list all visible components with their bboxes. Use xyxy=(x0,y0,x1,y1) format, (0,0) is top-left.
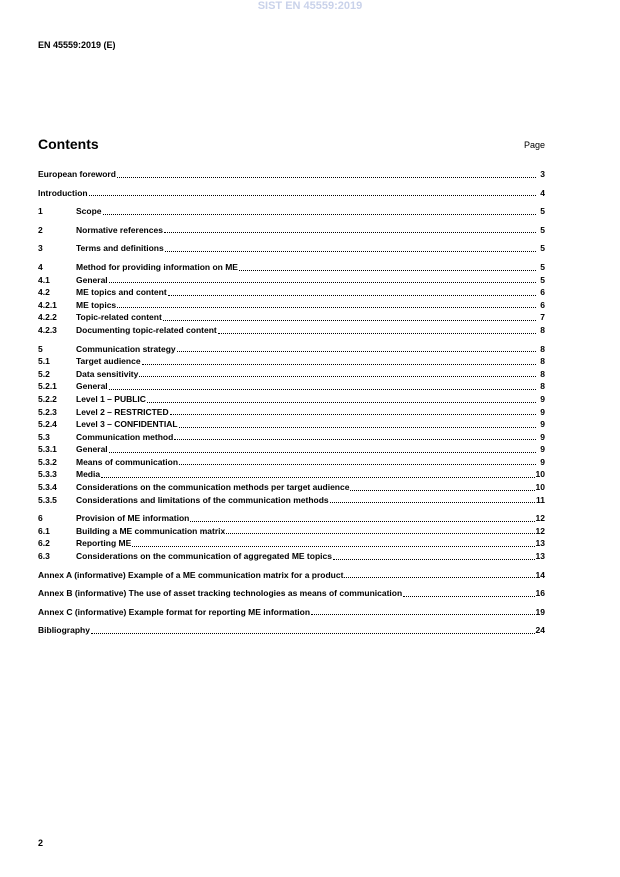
toc-leader-dots xyxy=(168,295,536,296)
toc-entry-page: 5 xyxy=(540,224,545,235)
toc-leader-dots xyxy=(330,502,535,503)
toc-entry[interactable] xyxy=(38,550,545,563)
page-column-label: Page xyxy=(523,140,545,150)
toc-entry[interactable] xyxy=(38,418,545,431)
toc-entry-page: 13 xyxy=(535,538,545,549)
toc-entry-page: 12 xyxy=(535,525,545,536)
toc-entry-number: 4.1 xyxy=(38,274,50,285)
toc-entry-page: 5 xyxy=(540,274,545,285)
toc-entry-number: 5.2.2 xyxy=(38,393,57,404)
toc-entry-page: 11 xyxy=(536,494,545,505)
toc-entry[interactable] xyxy=(38,587,545,600)
toc-leader-dots xyxy=(344,577,534,578)
toc-entry[interactable] xyxy=(38,368,545,381)
toc-entry-number: 6.2 xyxy=(38,538,50,549)
toc-leader-dots xyxy=(190,521,534,522)
toc-leader-dots xyxy=(117,177,536,178)
toc-entry[interactable] xyxy=(38,168,545,181)
toc-entry[interactable] xyxy=(38,187,545,200)
toc-entry-number: 4.2 xyxy=(38,287,50,298)
toc-entry[interactable] xyxy=(38,224,545,237)
toc-entry-number: 5.2 xyxy=(38,368,50,379)
toc-entry-title: ME topics and content xyxy=(76,287,167,298)
toc-leader-dots xyxy=(103,214,536,215)
toc-leader-dots xyxy=(163,320,536,321)
toc-entry-number: 5.3.1 xyxy=(38,444,57,455)
toc-entry-title: Level 1 – PUBLIC xyxy=(76,393,146,404)
toc-leader-dots xyxy=(218,333,536,334)
toc-entry-number: 2 xyxy=(38,224,43,235)
page-number: 2 xyxy=(38,838,44,848)
toc-leader-dots xyxy=(165,251,536,252)
toc-entry-number: 5.1 xyxy=(38,356,50,367)
toc-entry-page: 8 xyxy=(540,368,545,379)
document-id: EN 45559:2019 (E) xyxy=(38,40,116,50)
toc-entry[interactable] xyxy=(38,311,545,324)
toc-entry-title: Communication strategy xyxy=(76,343,176,354)
toc-entry-page: 8 xyxy=(540,356,545,367)
toc-entry[interactable] xyxy=(38,274,545,287)
toc-entry[interactable] xyxy=(38,431,545,444)
toc-entry-number: 5 xyxy=(38,343,43,354)
toc-entry-number: 1 xyxy=(38,206,43,217)
toc-entry-page: 5 xyxy=(540,206,545,217)
toc-leader-dots xyxy=(311,614,535,615)
toc-entry-number: 5.3.4 xyxy=(38,482,57,493)
toc-entry-title: Provision of ME information xyxy=(76,513,190,524)
toc-leader-dots xyxy=(170,414,536,415)
toc-leader-dots xyxy=(109,282,536,283)
toc-entry-page: 9 xyxy=(540,431,545,442)
toc-leader-dots xyxy=(164,232,536,233)
contents-title: Contents xyxy=(38,136,99,152)
toc-leader-dots xyxy=(179,427,536,428)
toc-entry-page: 19 xyxy=(535,606,545,617)
toc-entry-title: Reporting ME xyxy=(76,538,132,549)
table-of-contents xyxy=(38,168,545,637)
toc-entry-number: 6.3 xyxy=(38,551,50,562)
toc-entry-page: 8 xyxy=(540,324,545,335)
toc-entry-number: 5.3.2 xyxy=(38,456,57,467)
toc-entry[interactable] xyxy=(38,355,545,368)
toc-entry-title: Considerations on the communication of aggregated ME topics xyxy=(76,551,332,562)
toc-entry-title: Level 2 – RESTRICTED xyxy=(76,406,169,417)
toc-entry-number: 5.3.3 xyxy=(38,469,57,480)
toc-leader-dots xyxy=(132,546,534,547)
toc-entry-title: Annex C (informative) Example format for reporting ME information xyxy=(38,606,311,617)
toc-leader-dots xyxy=(89,195,536,196)
toc-entry-title: Annex B (informative) The use of asset tracking technologies as means of communication xyxy=(38,588,403,599)
toc-entry[interactable] xyxy=(38,537,545,550)
toc-entry-title: Bibliography xyxy=(38,625,90,636)
toc-entry-title: Scope xyxy=(76,206,102,217)
toc-entry[interactable] xyxy=(38,343,545,356)
toc-entry-number: 6.1 xyxy=(38,525,50,536)
toc-entry-number: 3 xyxy=(38,243,43,254)
watermark: SIST EN 45559:2019 xyxy=(257,0,363,12)
toc-entry-page: 7 xyxy=(540,312,545,323)
toc-leader-dots xyxy=(91,633,535,634)
toc-entry[interactable] xyxy=(38,606,545,619)
toc-entry[interactable] xyxy=(38,380,545,393)
toc-entry[interactable] xyxy=(38,569,545,582)
toc-entry[interactable] xyxy=(38,406,545,419)
toc-leader-dots xyxy=(139,376,536,377)
toc-entry-number: 5.2.4 xyxy=(38,419,57,430)
toc-entry-page: 9 xyxy=(540,456,545,467)
toc-entry-number: 4.2.1 xyxy=(38,299,57,310)
toc-leader-dots xyxy=(147,402,536,403)
toc-entry[interactable] xyxy=(38,525,545,538)
toc-entry[interactable] xyxy=(38,205,545,218)
toc-entry-title: Data sensitivity xyxy=(76,368,139,379)
toc-leader-dots xyxy=(109,389,536,390)
toc-entry-page: 5 xyxy=(540,261,545,272)
toc-leader-dots xyxy=(177,351,536,352)
toc-entry[interactable] xyxy=(38,624,545,637)
toc-entry-title: Considerations and limitations of the communication methods xyxy=(76,494,329,505)
toc-entry-title: ME topics xyxy=(76,299,117,310)
toc-leader-dots xyxy=(350,490,534,491)
toc-entry-title: Means of communication xyxy=(76,456,179,467)
toc-entry-number: 5.3.5 xyxy=(38,494,57,505)
toc-entry-title: Introduction xyxy=(38,187,88,198)
toc-entry-title: Method for providing information on ME xyxy=(76,261,238,272)
toc-entry-page: 3 xyxy=(540,169,545,179)
toc-entry[interactable] xyxy=(38,286,545,299)
toc-entry-number: 4.2.2 xyxy=(38,312,57,323)
toc-entry-title: European foreword xyxy=(38,169,116,179)
toc-entry-page: 9 xyxy=(540,444,545,455)
toc-entry-page: 6 xyxy=(540,299,545,310)
toc-entry-title: Building a ME communication matrix xyxy=(76,525,226,536)
toc-entry-number: 5.3 xyxy=(38,431,50,442)
toc-entry-title: Target audience xyxy=(76,356,141,367)
toc-entry-page: 12 xyxy=(535,513,545,524)
toc-entry-page: 8 xyxy=(540,381,545,392)
toc-entry[interactable] xyxy=(38,242,545,255)
toc-entry[interactable] xyxy=(38,512,545,525)
toc-entry-number: 6 xyxy=(38,513,43,524)
toc-entry[interactable] xyxy=(38,393,545,406)
toc-leader-dots xyxy=(174,439,536,440)
toc-entry[interactable] xyxy=(38,324,545,337)
toc-entry-number: 4.2.3 xyxy=(38,324,57,335)
toc-entry-page: 9 xyxy=(540,406,545,417)
toc-entry[interactable] xyxy=(38,481,545,494)
toc-entry-page: 14 xyxy=(535,569,545,580)
toc-entry[interactable] xyxy=(38,468,545,481)
toc-leader-dots xyxy=(226,533,534,534)
toc-leader-dots xyxy=(117,307,536,308)
toc-entry-title: Topic-related content xyxy=(76,312,162,323)
toc-entry[interactable] xyxy=(38,261,545,274)
toc-entry-page: 9 xyxy=(540,393,545,404)
toc-entry[interactable] xyxy=(38,443,545,456)
toc-entry-title: Terms and definitions xyxy=(76,243,164,254)
toc-entry-number: 5.2.3 xyxy=(38,406,57,417)
toc-entry-title: General xyxy=(76,444,108,455)
toc-leader-dots xyxy=(101,477,534,478)
toc-entry[interactable] xyxy=(38,456,545,469)
toc-entry-title: Normative references xyxy=(76,224,163,235)
toc-entry[interactable] xyxy=(38,299,545,312)
toc-entry-page: 16 xyxy=(535,588,545,599)
toc-entry-number: 5.2.1 xyxy=(38,381,57,392)
toc-entry-page: 4 xyxy=(540,187,545,198)
toc-entry-page: 6 xyxy=(540,287,545,298)
toc-entry-title: Media xyxy=(76,469,101,480)
toc-entry-title: Documenting topic-related content xyxy=(76,324,217,335)
toc-entry-number: 4 xyxy=(38,261,43,272)
toc-leader-dots xyxy=(142,364,536,365)
toc-entry-page: 8 xyxy=(540,343,545,354)
toc-entry-page: 10 xyxy=(535,482,545,493)
toc-entry-page: 5 xyxy=(540,243,545,254)
toc-entry-title: Communication method xyxy=(76,431,174,442)
toc-entry-page: 9 xyxy=(540,419,545,430)
toc-leader-dots xyxy=(403,596,534,597)
toc-entry-page: 10 xyxy=(535,469,545,480)
toc-leader-dots xyxy=(109,452,536,453)
toc-entry[interactable] xyxy=(38,494,545,507)
toc-entry-title: Considerations on the communication methods per target audience xyxy=(76,482,350,493)
toc-entry-title: General xyxy=(76,274,108,285)
toc-leader-dots xyxy=(333,559,535,560)
toc-entry-title: General xyxy=(76,381,108,392)
toc-entry-page: 13 xyxy=(535,551,545,562)
toc-leader-dots xyxy=(179,464,536,465)
toc-entry-page: 24 xyxy=(535,625,545,636)
toc-leader-dots xyxy=(239,270,536,271)
toc-entry-title: Annex A (informative) Example of a ME communication matrix for a product xyxy=(38,569,344,580)
toc-entry-title: Level 3 – CONFIDENTIAL xyxy=(76,419,178,430)
